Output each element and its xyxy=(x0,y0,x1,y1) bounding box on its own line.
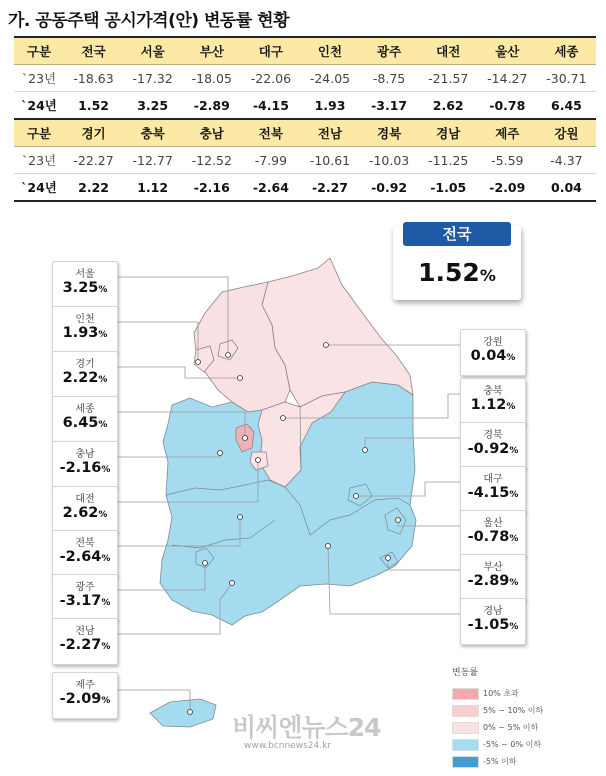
region-label-left-5 xyxy=(52,486,118,533)
map-region-jeju xyxy=(150,699,216,727)
watermark-url: www.bcnnews24.kr xyxy=(244,741,331,751)
region-name: 인천 xyxy=(75,314,95,325)
national-box xyxy=(393,226,521,300)
table-cell: 3.25 xyxy=(123,92,182,120)
legend-item xyxy=(452,719,552,736)
row-label: 구분 xyxy=(14,37,64,65)
national-tag: 전국 xyxy=(403,222,511,246)
region-value: 1.93% xyxy=(62,325,108,341)
table-cell: 제주 xyxy=(478,119,537,147)
legend-swatch xyxy=(452,756,479,768)
region-name: 제주 xyxy=(75,680,95,691)
table-cell: 경북 xyxy=(360,119,419,147)
table-cell: -18.05 xyxy=(182,65,241,92)
table-cell: -12.52 xyxy=(182,147,241,174)
table-cell: -18.63 xyxy=(64,65,123,92)
region-value: -1.05% xyxy=(467,617,519,633)
region-value: 1.12% xyxy=(470,397,516,413)
table-cell: -0.92 xyxy=(360,174,419,202)
table-cell: 대전 xyxy=(419,37,478,65)
table-cell: -4.37 xyxy=(537,147,596,174)
region-value: -4.15% xyxy=(467,485,519,501)
region-name: 경기 xyxy=(75,359,95,370)
region-name: 경북 xyxy=(483,430,503,441)
region-name: 부산 xyxy=(483,562,503,573)
region-name: 전북 xyxy=(75,538,95,549)
table-cell: -7.99 xyxy=(241,147,300,174)
table-cell: -1.05 xyxy=(419,174,478,202)
table-cell: -22.27 xyxy=(64,147,123,174)
table-cell: -11.25 xyxy=(419,147,478,174)
region-name: 서울 xyxy=(75,269,95,280)
region-label-left-2 xyxy=(52,351,118,398)
region-label-right-5 xyxy=(460,554,526,601)
region-label-left-9 xyxy=(52,672,118,719)
region-value: -2.16% xyxy=(59,460,111,476)
region-name: 전남 xyxy=(75,626,95,637)
national-value: 1.52% xyxy=(418,258,496,287)
region-label-right-3 xyxy=(460,466,526,513)
table-cell: -17.32 xyxy=(123,65,182,92)
region-label-right-0 xyxy=(460,329,526,376)
watermark: 비씨엔뉴스24 xyxy=(232,713,381,742)
table-cell: -24.05 xyxy=(300,65,359,92)
legend-label: 5% ~ 10% 이하 xyxy=(483,706,544,715)
legend-item xyxy=(452,736,552,753)
region-name: 강원 xyxy=(483,337,503,348)
table-cell: 광주 xyxy=(360,37,419,65)
region-value: -2.64% xyxy=(59,549,111,565)
legend-label: -5% 이하 xyxy=(483,757,517,766)
region-label-right-6 xyxy=(460,598,526,645)
table-cell: -21.57 xyxy=(419,65,478,92)
table-cell: -2.09 xyxy=(478,174,537,202)
table-cell: 인천 xyxy=(300,37,359,65)
table-cell: 부산 xyxy=(182,37,241,65)
legend-swatch xyxy=(452,688,479,700)
region-value: -3.17% xyxy=(59,593,111,609)
table-cell: 충남 xyxy=(182,119,241,147)
region-value: 2.62% xyxy=(62,505,108,521)
table-cell: 1.12 xyxy=(123,174,182,202)
table-cell: -8.75 xyxy=(360,65,419,92)
table-cell: -5.59 xyxy=(478,147,537,174)
legend-label: -5% ~ 0% 이하 xyxy=(483,740,542,749)
legend xyxy=(452,665,552,770)
region-label-right-1 xyxy=(460,378,526,425)
legend-label: 0% ~ 5% 이하 xyxy=(483,723,539,732)
row-label: `23년 xyxy=(14,147,64,174)
table-cell: 0.04 xyxy=(537,174,596,202)
table-cell: -12.77 xyxy=(123,147,182,174)
region-value: 2.22% xyxy=(62,370,108,386)
table-cell: 강원 xyxy=(537,119,596,147)
region-name: 대구 xyxy=(483,474,503,485)
table-cell: 서울 xyxy=(123,37,182,65)
region-value: 3.25% xyxy=(62,280,108,296)
table-cell: 전국 xyxy=(64,37,123,65)
region-label-left-7 xyxy=(52,574,118,621)
region-label-left-8 xyxy=(52,618,118,665)
table-cell: -30.71 xyxy=(537,65,596,92)
table-cell: -4.15 xyxy=(241,92,300,120)
legend-item xyxy=(452,685,552,702)
table-cell: 2.22 xyxy=(64,174,123,202)
region-value: -2.89% xyxy=(467,573,519,589)
region-value: -0.92% xyxy=(467,441,519,457)
table-cell: -2.64 xyxy=(241,174,300,202)
region-value: -2.09% xyxy=(59,691,111,707)
table-cell: -3.17 xyxy=(360,92,419,120)
legend-swatch xyxy=(452,739,479,751)
table-cell: 경기 xyxy=(64,119,123,147)
region-name: 충남 xyxy=(75,449,95,460)
table-cell: -2.89 xyxy=(182,92,241,120)
table-cell: 경남 xyxy=(419,119,478,147)
region-label-left-4 xyxy=(52,441,118,488)
table-cell: -0.78 xyxy=(478,92,537,120)
page-title: 가. 공동주택 공시가격(안) 변동률 현황 xyxy=(8,11,290,31)
legend-swatch xyxy=(452,705,479,717)
region-value: -0.78% xyxy=(467,529,519,545)
table-cell: 울산 xyxy=(478,37,537,65)
region-label-right-4 xyxy=(460,510,526,557)
table-cell: 2.62 xyxy=(419,92,478,120)
legend-swatch xyxy=(452,722,479,734)
table-cell: -22.06 xyxy=(241,65,300,92)
row-label: 구분 xyxy=(14,119,64,147)
region-label-left-0 xyxy=(52,261,118,308)
region-name: 광주 xyxy=(75,582,95,593)
legend-item xyxy=(452,702,552,719)
table-cell: -2.27 xyxy=(300,174,359,202)
region-label-left-6 xyxy=(52,530,118,577)
table-cell: -10.61 xyxy=(300,147,359,174)
region-value: -2.27% xyxy=(59,637,111,653)
row-label: `24년 xyxy=(14,92,64,120)
row-label: `23년 xyxy=(14,65,64,92)
legend-title: 변동률 xyxy=(452,668,479,678)
region-value: 0.04% xyxy=(470,348,516,364)
table-cell: 세종 xyxy=(537,37,596,65)
region-label-left-3 xyxy=(52,396,118,443)
region-name: 울산 xyxy=(483,518,503,529)
legend-label: 10% 초과 xyxy=(483,689,519,698)
region-label-right-2 xyxy=(460,422,526,469)
region-value: 6.45% xyxy=(62,415,108,431)
region-name: 세종 xyxy=(75,404,95,415)
region-label-left-1 xyxy=(52,306,118,353)
table-cell: -14.27 xyxy=(478,65,537,92)
table-cell: 대구 xyxy=(241,37,300,65)
table-cell: -10.03 xyxy=(360,147,419,174)
table-cell: 충북 xyxy=(123,119,182,147)
table-cell: 6.45 xyxy=(537,92,596,120)
row-label: `24년 xyxy=(14,174,64,202)
legend-item xyxy=(452,753,552,770)
table-cell: 1.52 xyxy=(64,92,123,120)
table-cell: 1.93 xyxy=(300,92,359,120)
table-cell: 전북 xyxy=(241,119,300,147)
table-cell: 전남 xyxy=(300,119,359,147)
table-cell: -2.16 xyxy=(182,174,241,202)
region-name: 대전 xyxy=(75,494,95,505)
region-name: 충북 xyxy=(483,386,503,397)
region-name: 경남 xyxy=(483,606,503,617)
